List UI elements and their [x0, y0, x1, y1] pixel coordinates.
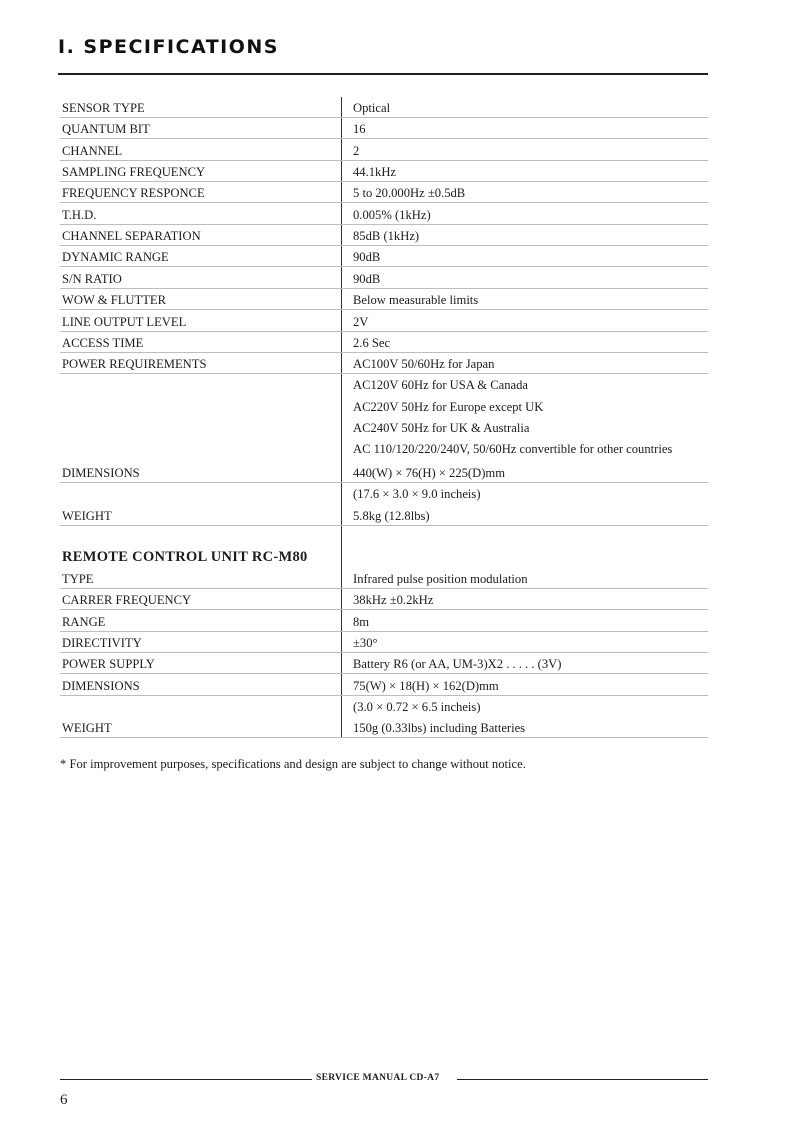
- spec-label: QUANTUM BIT: [62, 122, 150, 136]
- spec-label: SENSOR TYPE: [62, 101, 145, 115]
- spec-value: AC220V 50Hz for Europe except UK: [353, 400, 544, 414]
- spec-label: RANGE: [62, 615, 106, 629]
- spec-value: Infrared pulse position modulation: [353, 572, 528, 586]
- spec-label: CHANNEL SEPARATION: [62, 229, 201, 243]
- spec-label: ACCESS TIME: [62, 336, 144, 350]
- spec-value: 2.6 Sec: [353, 336, 391, 350]
- spec-value: 2: [353, 144, 360, 158]
- spec-value: ±30°: [353, 636, 378, 650]
- spec-value: 90dB: [353, 250, 381, 264]
- spec-value: 5 to 20.000Hz ±0.5dB: [353, 186, 466, 200]
- spec-label: T.H.D.: [62, 208, 97, 222]
- remote-section-heading: REMOTE CONTROL UNIT RC-M80: [62, 549, 308, 565]
- table-column-divider: [341, 97, 342, 738]
- spec-value: Optical: [353, 101, 391, 115]
- spec-value: 16: [353, 122, 366, 136]
- spec-value: 90dB: [353, 272, 381, 286]
- title-rule: [58, 73, 708, 75]
- spec-label: DIRECTIVITY: [62, 636, 142, 650]
- page-number: 6: [60, 1092, 68, 1108]
- spec-label: CARRER FREQUENCY: [62, 593, 192, 607]
- spec-value: 2V: [353, 315, 369, 329]
- spec-value: 44.1kHz: [353, 165, 397, 179]
- footer-rule: [457, 1079, 708, 1080]
- spec-value: AC100V 50/60Hz for Japan: [353, 357, 495, 371]
- footnote: * For improvement purposes, specifications and design are subject to change without notice.: [60, 757, 526, 771]
- page-title: I. SPECIFICATIONS: [58, 36, 279, 58]
- spec-label: FREQUENCY RESPONCE: [62, 186, 205, 200]
- spec-value: 85dB (1kHz): [353, 229, 420, 243]
- spec-label: S/N RATIO: [62, 272, 122, 286]
- spec-label: POWER SUPPLY: [62, 657, 155, 671]
- spec-value: 8m: [353, 615, 370, 629]
- spec-label: LINE OUTPUT LEVEL: [62, 315, 187, 329]
- spec-label: TYPE: [62, 572, 94, 586]
- spec-value: 150g (0.33lbs) including Batteries: [353, 721, 526, 735]
- spec-value: AC240V 50Hz for UK & Australia: [353, 421, 530, 435]
- spec-label: DIMENSIONS: [62, 466, 140, 480]
- spec-value: (17.6 × 3.0 × 9.0 incheis): [353, 487, 481, 501]
- spec-value: AC120V 60Hz for USA & Canada: [353, 378, 529, 392]
- spec-label: WEIGHT: [62, 721, 112, 735]
- spec-value: Below measurable limits: [353, 293, 479, 307]
- spec-value: Battery R6 (or AA, UM-3)X2 . . . . . (3V): [353, 657, 562, 671]
- spec-value: 38kHz ±0.2kHz: [353, 593, 434, 607]
- spec-label: WOW & FLUTTER: [62, 293, 167, 307]
- spec-label: WEIGHT: [62, 509, 112, 523]
- spec-value: 440(W) × 76(H) × 225(D)mm: [353, 466, 506, 480]
- spec-label: DIMENSIONS: [62, 679, 140, 693]
- spec-label: CHANNEL: [62, 144, 123, 158]
- footer-manual-title: SERVICE MANUAL CD-A7: [316, 1073, 440, 1083]
- spec-label: SAMPLING FREQUENCY: [62, 165, 206, 179]
- spec-value: 75(W) × 18(H) × 162(D)mm: [353, 679, 499, 693]
- spec-label: POWER REQUIREMENTS: [62, 357, 207, 371]
- spec-label: DYNAMIC RANGE: [62, 250, 169, 264]
- spec-value: (3.0 × 0.72 × 6.5 incheis): [353, 700, 481, 714]
- spec-value: 5.8kg (12.8lbs): [353, 509, 430, 523]
- spec-value: AC 110/120/220/240V, 50/60Hz convertible for other countries: [353, 442, 673, 456]
- spec-value: 0.005% (1kHz): [353, 208, 431, 222]
- footer-rule: [60, 1079, 312, 1080]
